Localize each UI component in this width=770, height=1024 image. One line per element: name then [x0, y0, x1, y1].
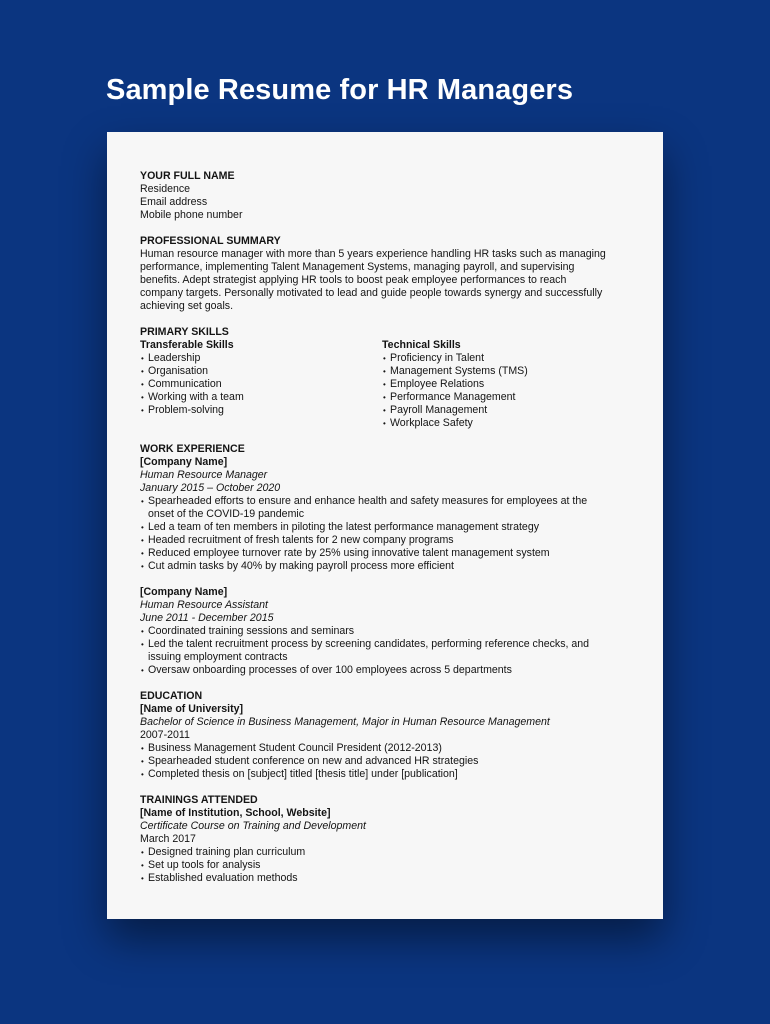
job-role: Human Resource Assistant — [140, 599, 268, 611]
list-item: • Established evaluation methods — [140, 872, 630, 885]
list-item: • Oversaw onboarding processes of over 100 employees across 5 departments — [140, 664, 630, 677]
summary-line: achieving set goals. — [140, 300, 234, 312]
summary-line: benefits. Adept strategist applying HR tools to boost peak employee performances to reach — [140, 274, 567, 286]
list-item: • Workplace Safety — [382, 417, 630, 430]
list-item: • Employee Relations — [382, 378, 630, 391]
list-item: • Performance Management — [382, 391, 630, 404]
list-item: • Problem-solving — [140, 404, 382, 417]
full-name: YOUR FULL NAME — [140, 170, 235, 182]
company-name: [Company Name] — [140, 456, 228, 468]
resume-document — [107, 132, 663, 919]
education-bullets — [140, 742, 630, 781]
transferable-skills — [140, 339, 382, 430]
transferable-skills-title: Transferable Skills — [140, 339, 234, 351]
education-section — [140, 690, 630, 781]
technical-skills-list — [382, 352, 630, 430]
technical-skills — [382, 339, 630, 430]
trainings-section — [140, 794, 630, 885]
list-item: • Proficiency in Talent — [382, 352, 630, 365]
list-item: • Reduced employee turnover rate by 25% using innovative talent management system — [140, 547, 630, 560]
job-dates: January 2015 – October 2020 — [140, 482, 281, 494]
experience-section — [140, 443, 630, 677]
list-item: • Set up tools for analysis — [140, 859, 630, 872]
list-item: • Led a team of ten members in piloting the latest performance management strategy — [140, 521, 630, 534]
degree: Bachelor of Science in Business Management, Major in Human Resource Management — [140, 716, 550, 728]
transferable-skills-list — [140, 352, 382, 417]
list-item: • Communication — [140, 378, 382, 391]
summary-line: company targets. Personally motivated to lead and guide people towards synergy and successfully — [140, 287, 603, 299]
list-item: • Management Systems (TMS) — [382, 365, 630, 378]
experience-heading: WORK EXPERIENCE — [140, 443, 245, 455]
page-title: Sample Resume for HR Managers — [106, 74, 574, 106]
list-item: • Completed thesis on [subject] titled [thesis title] under [publication] — [140, 768, 630, 781]
job-role: Human Resource Manager — [140, 469, 268, 481]
job-dates: June 2011 - December 2015 — [140, 612, 274, 624]
list-item: • Coordinated training sessions and seminars — [140, 625, 630, 638]
list-item: • Leadership — [140, 352, 382, 365]
job-entry — [140, 456, 630, 573]
phone-number: Mobile phone number — [140, 209, 243, 221]
institution-name: [Name of Institution, School, Website] — [140, 807, 331, 819]
technical-skills-title: Technical Skills — [382, 339, 461, 351]
education-years: 2007-2011 — [140, 729, 190, 741]
summary-line: performance, implementing Talent Management Systems, managing payroll, and supervising — [140, 261, 575, 273]
education-heading: EDUCATION — [140, 690, 203, 702]
course-name: Certificate Course on Training and Development — [140, 820, 366, 832]
list-item: • Headed recruitment of fresh talents for 2 new company programs — [140, 534, 630, 547]
resume-content — [140, 170, 630, 885]
company-name: [Company Name] — [140, 586, 228, 598]
skills-section — [140, 326, 630, 430]
university-name: [Name of University] — [140, 703, 244, 715]
job-bullets — [140, 495, 630, 573]
trainings-heading: TRAININGS ATTENDED — [140, 794, 258, 806]
list-item: • Business Management Student Council President (2012-2013) — [140, 742, 630, 755]
list-item: • Organisation — [140, 365, 382, 378]
summary-section — [140, 235, 630, 313]
list-item: • Payroll Management — [382, 404, 630, 417]
training-bullets — [140, 846, 630, 885]
skills-heading: PRIMARY SKILLS — [140, 326, 229, 338]
email-address: Email address — [140, 196, 208, 208]
skills-columns — [140, 339, 630, 430]
residence: Residence — [140, 183, 191, 195]
summary-line: Human resource manager with more than 5 years experience handling HR tasks such as managing — [140, 248, 606, 260]
list-item: • Working with a team — [140, 391, 382, 404]
contact-block — [140, 170, 630, 222]
job-entry — [140, 586, 630, 677]
list-item: • Cut admin tasks by 40% by making payroll process more efficient — [140, 560, 630, 573]
training-date: March 2017 — [140, 833, 196, 845]
job-bullets — [140, 625, 630, 677]
list-item: • Spearheaded efforts to ensure and enhance health and safety measures for employees at the onset of the COVID-19 pandemic — [140, 495, 606, 521]
summary-heading: PROFESSIONAL SUMMARY — [140, 235, 281, 247]
list-item: • Spearheaded student conference on new and advanced HR strategies — [140, 755, 630, 768]
list-item: • Designed training plan curriculum — [140, 846, 630, 859]
list-item: • Led the talent recruitment process by screening candidates, performing reference checks, and issuing employment contracts — [140, 638, 610, 664]
